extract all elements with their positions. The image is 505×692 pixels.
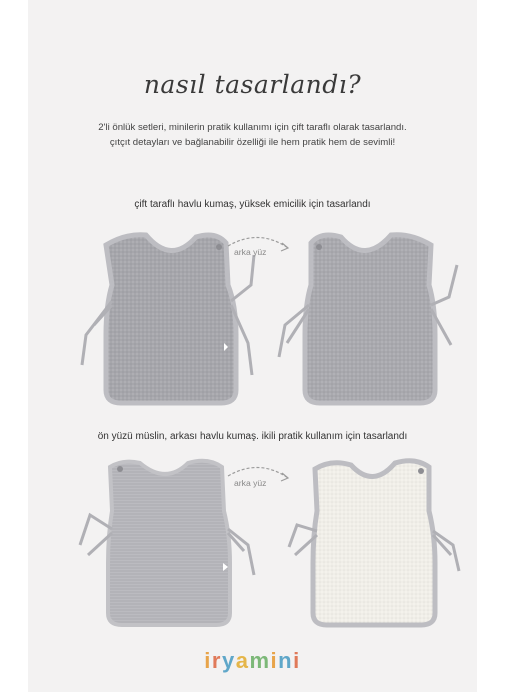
- back-side-label: arka yüz: [234, 247, 267, 257]
- brand-letter: a: [235, 648, 250, 673]
- section2-caption: ön yüzü müslin, arkası havlu kumaş. ikili pratik kullanım için tasarlandı: [97, 431, 408, 442]
- section1-caption: çift taraflı havlu kumaş, yüksek emicilik için tasarlandı: [134, 199, 371, 210]
- brand-letter: i: [270, 648, 279, 673]
- intro-line-1: 2'li önlük setleri, minilerin pratik kullanımı için çift taraflı olarak tasarlandı.: [98, 122, 407, 133]
- intro-line-2: çıtçıt detayları ve bağlanabilir özelliği ile hem pratik hem de sevimli!: [109, 137, 396, 148]
- cream-terry-bib-back-image: [273, 455, 468, 640]
- brand-letter: i: [204, 648, 212, 673]
- page-title: nasıl tasarlandı?: [143, 70, 362, 99]
- brand-letter: y: [221, 648, 236, 673]
- brand-letter: r: [211, 648, 222, 673]
- content-panel: [28, 0, 477, 692]
- brand-letter: m: [249, 648, 271, 673]
- brand-letter: i: [293, 648, 301, 673]
- intro-text: [28, 120, 477, 150]
- brand-letter: n: [278, 648, 294, 673]
- brand-logo: [28, 648, 477, 674]
- gray-terry-bib-back-image: [273, 225, 463, 415]
- back-side-label: arka yüz: [234, 478, 267, 488]
